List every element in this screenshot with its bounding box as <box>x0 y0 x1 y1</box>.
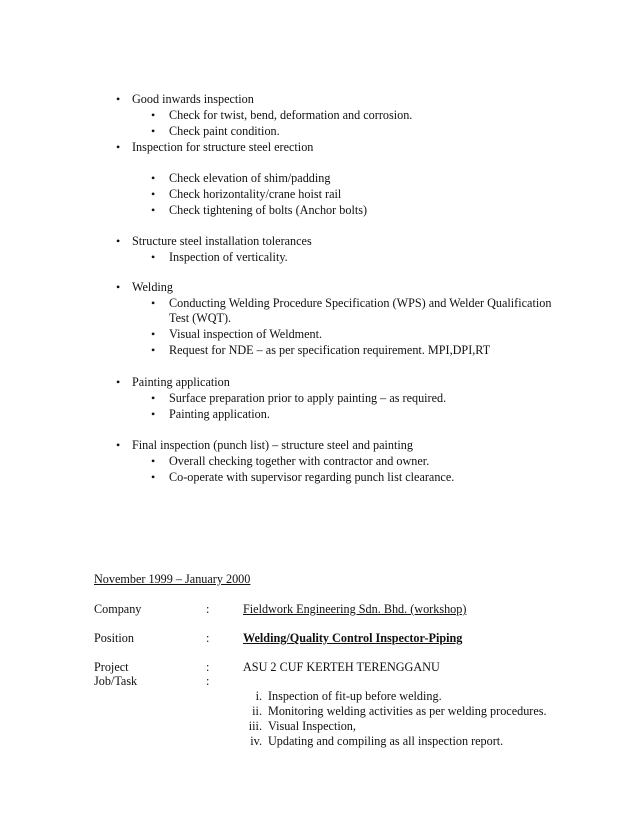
list-item: Check horizontality/crane hoist rail <box>169 187 342 201</box>
section-heading: Welding <box>132 280 173 294</box>
list-item: Painting application. <box>169 407 270 421</box>
bullet-icon: • <box>151 407 156 421</box>
bullet-icon: • <box>151 171 156 185</box>
list-item: Check for twist, bend, deformation and corrosion. <box>169 108 413 122</box>
bullet-icon: • <box>151 203 156 217</box>
task-number: i. <box>255 689 262 703</box>
colon: : <box>206 660 210 674</box>
bullet-icon: • <box>116 375 121 389</box>
section-heading: Final inspection (punch list) – structure steel and painting <box>132 438 413 452</box>
list-item: Visual inspection of Weldment. <box>169 327 323 341</box>
bullet-icon: • <box>116 234 121 248</box>
list-item: Request for NDE – as per specification requirement. MPI,DPI,RT <box>169 343 491 357</box>
bullet-icon: • <box>151 108 156 122</box>
bullet-icon: • <box>151 391 156 405</box>
section-heading: Inspection for structure steel erection <box>132 140 314 154</box>
list-item: Conducting Welding Procedure Specification (WPS) and Welder Qualification <box>169 296 552 310</box>
bullet-icon: • <box>116 92 121 106</box>
list-item: Check tightening of bolts (Anchor bolts) <box>169 203 368 217</box>
position-label: Position <box>94 631 134 645</box>
company-label: Company <box>94 602 142 616</box>
list-item: Surface preparation prior to apply painting – as required. <box>169 391 447 405</box>
task-label: Job/Task <box>94 674 138 688</box>
bullet-icon: • <box>151 124 156 138</box>
task-text: Inspection of fit-up before welding. <box>268 689 442 703</box>
bullet-icon: • <box>151 296 156 310</box>
list-item-continuation: Test (WQT). <box>169 311 232 325</box>
task-number: iii. <box>248 719 262 733</box>
bullet-icon: • <box>116 438 121 452</box>
bullet-icon: • <box>151 454 156 468</box>
bullet-icon: • <box>116 140 121 154</box>
bullet-icon: • <box>151 470 156 484</box>
bullet-icon: • <box>151 343 156 357</box>
project-value: ASU 2 CUF KERTEH TERENGGANU <box>243 660 440 674</box>
job-period: November 1999 – January 2000 <box>94 572 251 586</box>
colon: : <box>206 602 210 616</box>
list-item: Overall checking together with contractor and owner. <box>169 454 430 468</box>
company-value: Fieldwork Engineering Sdn. Bhd. (workshop) <box>243 602 467 616</box>
bullet-icon: • <box>151 250 156 264</box>
task-text: Visual Inspection, <box>268 719 356 733</box>
section-heading: Structure steel installation tolerances <box>132 234 312 248</box>
list-item: Check elevation of shim/padding <box>169 171 331 185</box>
colon: : <box>206 631 210 645</box>
list-item: Co-operate with supervisor regarding punch list clearance. <box>169 470 455 484</box>
list-item: Inspection of verticality. <box>169 250 288 264</box>
colon: : <box>206 674 210 688</box>
task-text: Monitoring welding activities as per welding procedures. <box>268 704 547 718</box>
task-number: ii. <box>252 704 262 718</box>
bullet-icon: • <box>151 327 156 341</box>
bullet-icon: • <box>116 280 121 294</box>
list-item: Check paint condition. <box>169 124 280 138</box>
task-number: iv. <box>250 734 262 748</box>
section-heading: Good inwards inspection <box>132 92 254 106</box>
project-label: Project <box>94 660 129 674</box>
position-value: Welding/Quality Control Inspector-Piping <box>243 631 463 645</box>
bullet-icon: • <box>151 187 156 201</box>
task-text: Updating and compiling as all inspection report. <box>268 734 504 748</box>
section-heading: Painting application <box>132 375 230 389</box>
